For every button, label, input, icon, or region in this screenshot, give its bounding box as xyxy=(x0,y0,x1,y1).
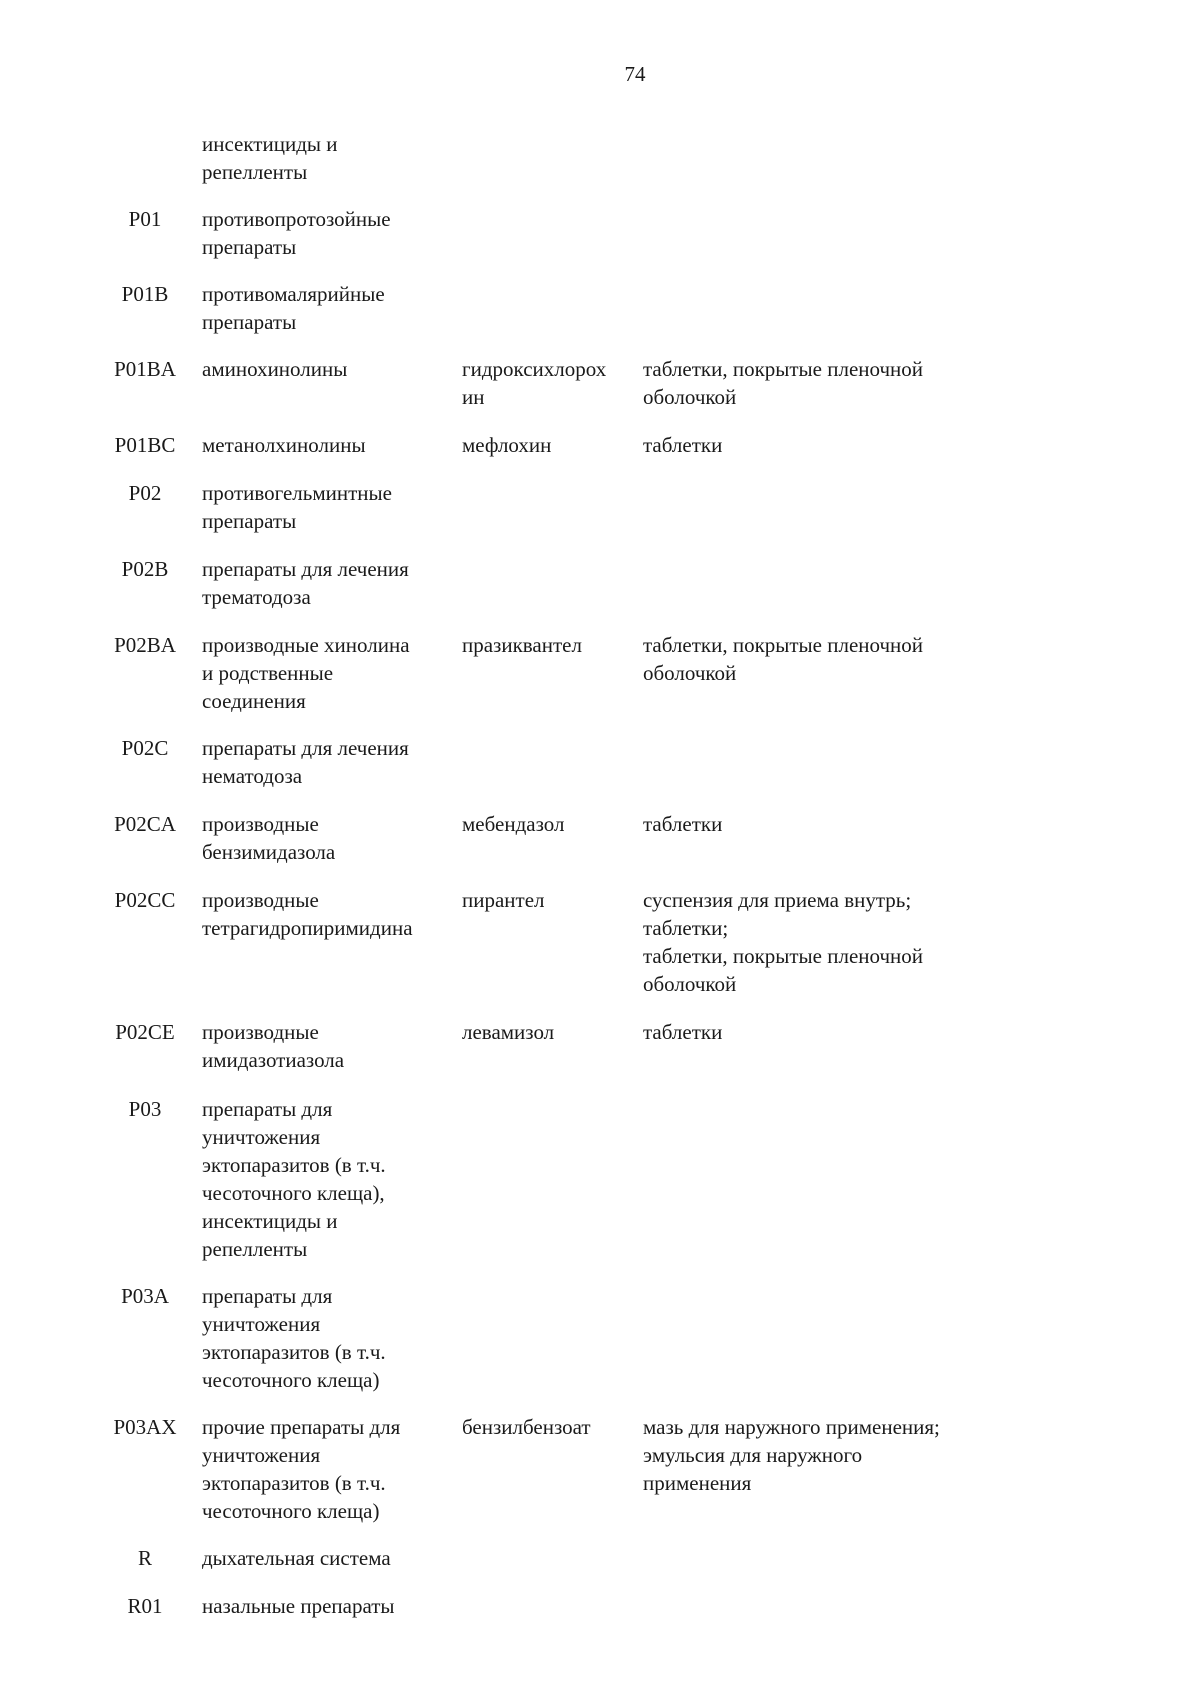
anatomical-therapeutic-group: противогельминтные препараты xyxy=(202,481,392,533)
atc-code: P02 xyxy=(128,481,162,505)
anatomical-therapeutic-group: препараты для уничтожения эктопаразитов (в т.ч. чесоточного клеща) xyxy=(202,1284,386,1392)
atc-code: P01 xyxy=(128,207,162,231)
atc-code: P01B xyxy=(121,282,169,306)
drug-name: мебендазол xyxy=(462,812,565,836)
anatomical-therapeutic-group: производные тетрагидропиримидина xyxy=(202,888,413,940)
anatomical-therapeutic-group: аминохинолины xyxy=(202,357,348,381)
drug-name: празиквантел xyxy=(462,633,582,657)
anatomical-therapeutic-group: дыхательная система xyxy=(202,1546,391,1570)
anatomical-therapeutic-group: противомалярийные препараты xyxy=(202,282,385,334)
anatomical-therapeutic-group: препараты для лечения нематодоза xyxy=(202,736,409,788)
dosage-form: таблетки, покрытые пленочной оболочкой xyxy=(643,633,924,685)
anatomical-therapeutic-group: противопротозойные препараты xyxy=(202,207,391,259)
dosage-form: таблетки, покрытые пленочной оболочкой xyxy=(643,357,924,409)
atc-code: P02CA xyxy=(114,812,176,836)
drug-name: бензилбензоат xyxy=(462,1415,591,1439)
drug-name: гидроксихлорох ин xyxy=(462,357,607,409)
atc-code: P02CE xyxy=(115,1020,175,1044)
anatomical-therapeutic-group: производные бензимидазола xyxy=(202,812,336,864)
anatomical-therapeutic-group: производные хинолина и родственные соединения xyxy=(202,633,410,713)
anatomical-therapeutic-group: инсектициды и репелленты xyxy=(202,132,338,184)
atc-code: P03AX xyxy=(113,1415,177,1439)
page-number: 74 xyxy=(624,62,646,86)
drug-name: левамизол xyxy=(462,1020,555,1044)
atc-code: R xyxy=(137,1546,152,1570)
atc-code: P01BC xyxy=(114,433,176,457)
anatomical-therapeutic-group: метанолхинолины xyxy=(202,433,366,457)
dosage-form: суспензия для приема внутрь; таблетки; таблетки, покрытые пленочной оболочкой xyxy=(643,888,924,996)
atc-code: P03A xyxy=(121,1284,169,1308)
atc-code: R01 xyxy=(127,1594,163,1618)
drug-name: пирантел xyxy=(462,888,545,912)
dosage-form: мазь для наружного применения; эмульсия для наружного применения xyxy=(643,1415,940,1495)
atc-code: P02BA xyxy=(114,633,176,657)
anatomical-therapeutic-group: препараты для лечения трематодоза xyxy=(202,557,409,609)
anatomical-therapeutic-group: препараты для уничтожения эктопаразитов (в т.ч. чесоточного клеща), инсектициды и репелленты xyxy=(202,1097,386,1261)
anatomical-therapeutic-group: прочие препараты для уничтожения эктопаразитов (в т.ч. чесоточного клеща) xyxy=(202,1415,401,1523)
atc-code: P02B xyxy=(121,557,169,581)
atc-code: P02C xyxy=(121,736,169,760)
dosage-form: таблетки xyxy=(643,812,723,836)
drug-name: мефлохин xyxy=(462,433,552,457)
anatomical-therapeutic-group: производные имидазотиазола xyxy=(202,1020,345,1072)
anatomical-therapeutic-group: назальные препараты xyxy=(202,1594,395,1618)
atc-code: P02CC xyxy=(114,888,176,912)
dosage-form: таблетки xyxy=(643,433,723,457)
dosage-form: таблетки xyxy=(643,1020,723,1044)
atc-code: P01BA xyxy=(114,357,176,381)
atc-code: P03 xyxy=(128,1097,162,1121)
